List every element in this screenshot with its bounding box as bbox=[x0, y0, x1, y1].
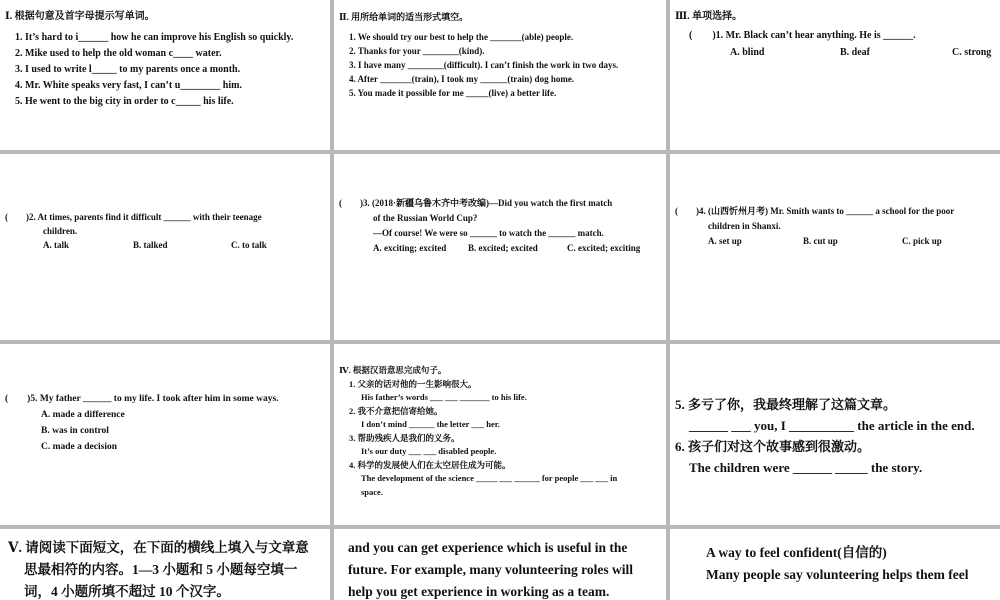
section-8-content bbox=[339, 364, 664, 499]
section-heading: Ⅱ. 用所给单词的适当形式填空。 bbox=[339, 12, 469, 22]
option-b: B. excited; excited bbox=[468, 243, 538, 253]
question-line: 1. It’s hard to i______ how he can improve his English so quickly. bbox=[15, 32, 294, 43]
section-4-content bbox=[5, 210, 328, 252]
options-row bbox=[339, 241, 664, 256]
section-9-content bbox=[675, 394, 998, 478]
slide-11[interactable] bbox=[334, 529, 666, 600]
passage-title: A way to feel confident(自信的) bbox=[706, 545, 887, 560]
question-en: The development of the science _____ ___ ______ for people ___ ___ in bbox=[361, 473, 618, 483]
passage-line: and you can get experience which is useful in the bbox=[348, 540, 628, 555]
passage-line: 思最相符的内容。1—3 小题和 5 小题每空填一 bbox=[24, 562, 298, 577]
question-en: It’s our duty ___ ___ disabled people. bbox=[361, 446, 497, 456]
section-6-content bbox=[675, 204, 998, 249]
option-c: C. made a decision bbox=[41, 442, 117, 452]
slide-9[interactable] bbox=[670, 344, 1000, 525]
question-cn: 3. 帮助残疾人是我们的义务。 bbox=[349, 432, 460, 443]
question-line: 3. I used to write l_____ to my parents once a month. bbox=[15, 64, 241, 75]
question-cn: 1. 父亲的话对他的一生影响很大。 bbox=[349, 378, 477, 389]
question-continuation: children. bbox=[43, 226, 78, 236]
option-a: A. talk bbox=[43, 240, 70, 250]
question-line: 4. Mr. White speaks very fast, I can’t u________ him. bbox=[15, 80, 242, 91]
question-line: 5. He went to the big city in order to c_____ his life. bbox=[15, 96, 234, 107]
question-line: ( )2. At times, parents find it difficult ______ with their teenage bbox=[5, 212, 262, 222]
option-c: C. pick up bbox=[902, 236, 942, 246]
question-en: His father’s words ___ ___ _______ to his life. bbox=[361, 392, 527, 402]
question-continuation: of the Russian World Cup? bbox=[373, 213, 478, 223]
question-cn: 2. 我不介意把信寄给她。 bbox=[349, 405, 443, 416]
question-line: 2. Thanks for your ________(kind). bbox=[349, 46, 485, 56]
slide-7[interactable] bbox=[0, 344, 330, 525]
slide-8[interactable] bbox=[334, 344, 666, 525]
passage-line: Many people say volunteering helps them feel bbox=[706, 567, 969, 582]
option-a: A. set up bbox=[708, 236, 742, 246]
section-heading: Ⅳ. 根据汉语意思完成句子。 bbox=[339, 365, 447, 375]
passage-line: help you get experience in working as a team. bbox=[348, 584, 610, 599]
question-line: ( )4. (山西忻州月考) Mr. Smith wants to ______ a school for the poor bbox=[675, 206, 955, 216]
slide-10[interactable] bbox=[0, 529, 330, 600]
slide-2[interactable] bbox=[334, 0, 666, 150]
section-1-content bbox=[5, 12, 328, 109]
passage-line: Ⅴ. 请阅读下面短文，在下面的横线上填入与文章意 bbox=[8, 540, 309, 555]
section-10-content bbox=[8, 537, 328, 600]
question-cn: 4. 科学的发展使人们在太空居住成为可能。 bbox=[349, 459, 511, 470]
section-2-content bbox=[339, 12, 664, 100]
slide-12[interactable] bbox=[670, 529, 1000, 600]
slide-3[interactable] bbox=[670, 0, 1000, 150]
question-cn: 6. 孩子们对这个故事感到很激动。 bbox=[675, 439, 871, 454]
option-a: A. exciting; excited bbox=[373, 243, 447, 253]
slide-4[interactable] bbox=[0, 154, 330, 340]
slide-1[interactable] bbox=[0, 0, 330, 150]
option-c: C. to talk bbox=[231, 240, 267, 250]
section-11-content bbox=[348, 537, 664, 600]
section-heading: Ⅰ. 根据句意及首字母提示写单词。 bbox=[5, 11, 155, 22]
question-line: 5. You made it possible for me _____(live) a better life. bbox=[349, 88, 557, 98]
option-a: A. blind bbox=[730, 47, 765, 58]
option-a: A. made a difference bbox=[41, 410, 125, 420]
question-line: 4. After _______(train), I took my ______(train) dog home. bbox=[349, 74, 575, 84]
section-12-content bbox=[706, 542, 998, 586]
question-line: 3. I have many ________(difficult). I can’t finish the work in two days. bbox=[349, 60, 619, 70]
option-b: B. cut up bbox=[803, 236, 838, 246]
passage-line: 词，4 小题所填不超过 10 个汉字。 bbox=[24, 584, 230, 599]
option-b: B. talked bbox=[133, 240, 168, 250]
question-en-tail: space. bbox=[361, 486, 383, 497]
question-line: 1. We should try our best to help the _______(able) people. bbox=[349, 32, 574, 42]
question-line: ( )1. Mr. Black can’t hear anything. He is ______. bbox=[689, 30, 916, 41]
question-en: I don’t mind ______ the letter ___ her. bbox=[361, 419, 500, 429]
slide-6[interactable] bbox=[670, 154, 1000, 340]
options-row bbox=[675, 234, 998, 249]
option-c: C. excited; exciting bbox=[567, 243, 641, 253]
options-row bbox=[5, 238, 328, 252]
question-line: 2. Mike used to help the old woman c____ water. bbox=[15, 48, 222, 59]
question-continuation: —Of course! We were so ______ to watch the ______ match. bbox=[373, 228, 604, 238]
section-heading: Ⅲ. 单项选择。 bbox=[675, 11, 743, 22]
options-row bbox=[675, 46, 998, 60]
question-en: The children were ______ _____ the story. bbox=[689, 460, 923, 475]
section-3-content bbox=[675, 12, 998, 60]
option-b: B. was in control bbox=[41, 426, 109, 436]
section-5-content bbox=[339, 196, 664, 256]
option-c: C. strong bbox=[952, 47, 992, 58]
section-7-content bbox=[5, 391, 328, 455]
slide-5[interactable] bbox=[334, 154, 666, 340]
question-en: ______ ___ you, I __________ the article in the end. bbox=[689, 418, 975, 433]
question-line: ( )5. My father ______ to my life. I took after him in some ways. bbox=[5, 394, 279, 404]
passage-line: future. For example, many volunteering roles will bbox=[348, 562, 633, 577]
question-line: ( )3. (2018·新疆乌鲁木齐中考改编)—Did you watch the first match bbox=[339, 198, 613, 208]
question-cn: 5. 多亏了你，我最终理解了这篇文章。 bbox=[675, 397, 897, 412]
option-b: B. deaf bbox=[840, 47, 870, 58]
question-continuation: children in Shanxi. bbox=[708, 221, 781, 231]
